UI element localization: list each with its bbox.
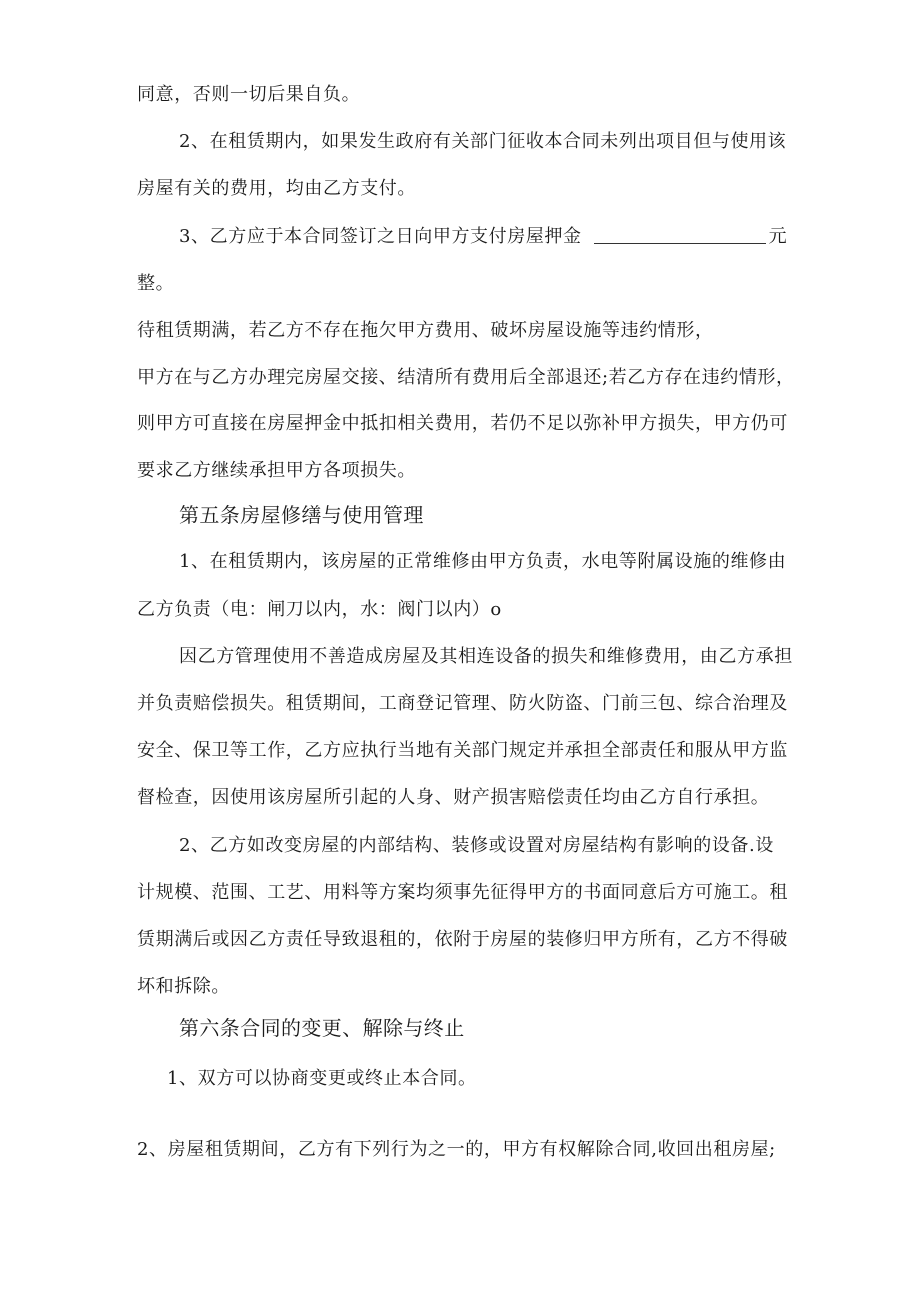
text-line: 赁期满后或因乙方责任导致退租的，依附于房屋的装修归甲方所有，乙方不得破 — [137, 929, 788, 950]
clause-item: 2、房屋租赁期间，乙方有下列行为之一的，甲方有权解除合同,收回出租房屋; — [137, 1139, 776, 1160]
clause-item: 1、在租赁期内，该房屋的正常维修由甲方负责，水电等附属设施的维修由 — [179, 551, 787, 572]
text-line: 并负责赔偿损失。租赁期间，工商登记管理、防火防盗、门前三包、综合治理及 — [137, 693, 788, 714]
text-line: 房屋有关的费用，均由乙方支付。 — [137, 178, 416, 199]
clause-item: 2、在租赁期内，如果发生政府有关部门征收本合同未列出项目但与使用该 — [179, 131, 787, 152]
text-line: 安全、保卫等工作，乙方应执行当地有关部门规定并承担全部责任和服从甲方监 — [137, 740, 788, 761]
text-line: 待租赁期满，若乙方不存在拖欠甲方费用、破坏房屋设施等违约情形， — [137, 320, 714, 341]
text-line: 坏和拆除。 — [137, 976, 230, 997]
clause-item: 2、乙方如改变房屋的内部结构、装修或设置对房屋结构有影响的设备.设 — [179, 835, 774, 856]
deposit-clause-text: 3、乙方应于本合同签订之日向甲方支付房屋押金 — [179, 226, 582, 247]
deposit-amount-blank — [594, 225, 766, 244]
text-line: 甲方在与乙方办理完房屋交接、结清所有费用后全部退还;若乙方存在违约情形， — [137, 367, 795, 388]
text-line: 要求乙方继续承担甲方各项损失。 — [137, 460, 416, 481]
currency-unit: 元 — [768, 226, 788, 247]
text-line: 同意，否则一切后果自负。 — [137, 84, 361, 105]
clause-item: 1、双方可以协商变更或终止本合同。 — [167, 1068, 477, 1089]
section-heading-article-6: 第六条合同的变更、解除与终止 — [179, 1016, 465, 1040]
text-line: 整。 — [137, 273, 175, 294]
text-line: 乙方负责（电：闸刀以内，水：阀门以内）o — [137, 599, 502, 620]
text-line: 督检查，因使用该房屋所引起的人身、财产损害赔偿责任均由乙方自行承担。 — [137, 787, 770, 808]
deposit-clause — [179, 225, 787, 249]
text-line: 则甲方可直接在房屋押金中抵扣相关费用，若仍不足以弥补甲方损失，甲方仍可 — [137, 413, 788, 434]
text-line: 因乙方管理使用不善造成房屋及其相连设备的损失和维修费用，由乙方承担 — [179, 646, 793, 667]
section-heading-article-5: 第五条房屋修缮与使用管理 — [179, 503, 424, 527]
text-line: 计规模、范围、工艺、用料等方案均须事先征得甲方的书面同意后方可施工。租 — [137, 882, 788, 903]
